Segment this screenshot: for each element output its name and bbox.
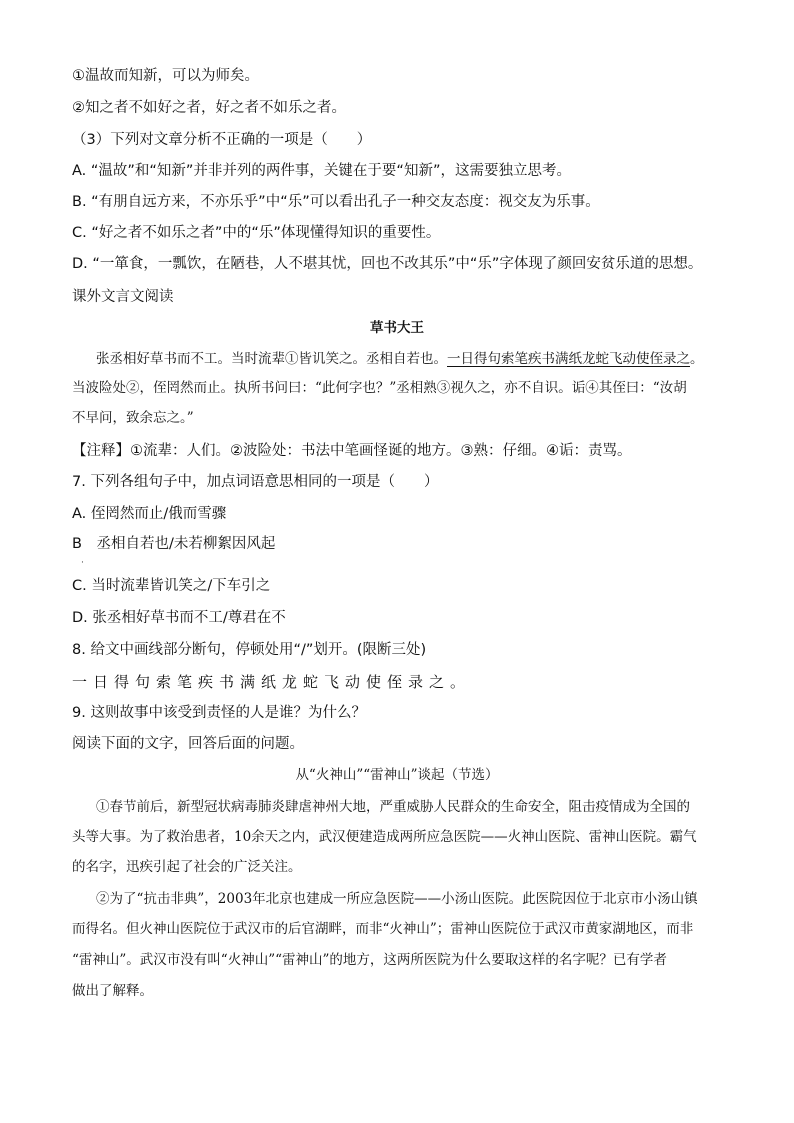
reading-intro: 阅读下面的文字，回答后面的问题。 bbox=[72, 736, 304, 752]
question-3-stem: （3）下列对文章分析不正确的一项是（ ） bbox=[72, 132, 372, 148]
passage-2-title: 从“火神山”“雷神山”谈起（节选） bbox=[295, 767, 499, 783]
question-3-option-b: B. “有朋自远方来，不亦乐乎”中“乐”可以看出孔子一种交友态度：视交友为乐事。 bbox=[72, 194, 600, 210]
question-3-option-d: D. “一箪食，一瓢饮，在陋巷，人不堪其忧，回也不改其乐”中“乐”字体现了颜回安贫乐道的思想。 bbox=[72, 256, 703, 272]
passage-2-p2-line-2: 而得名。但火神山医院位于武汉市的后官湖畔，而非“火神山”；雷神山医院位于武汉市黄家湖地区，而非 bbox=[72, 921, 694, 937]
question-3-option-a: A. “温故”和“知新”并非并列的两件事，关键在于要“知新”，这需要独立思考。 bbox=[72, 163, 571, 179]
question-7-option-b: B 丞相自若也/未若柳絮因风起 bbox=[72, 536, 276, 552]
question-9-stem: 9. 这则故事中该受到责怪的人是谁？为什么？ bbox=[72, 705, 366, 721]
passage-1-line-1-end: 。 bbox=[690, 351, 704, 367]
question-7-option-a: A. 侄罔然而止/俄而雪骤 bbox=[72, 506, 227, 522]
passage-2-p1-line-1: ①春节前后，新型冠状病毒肺炎肆虐神州大地，严重威胁人民群众的生命安全，阻击疫情成为全国的 bbox=[96, 799, 690, 815]
question-7-stem: 7. 下列各组句子中，加点词语意思相同的一项是（ ） bbox=[72, 474, 439, 490]
passage-1-line-1 bbox=[96, 349, 704, 369]
question-3-option-c: C. “好之者不如乐之者”中的“乐”体现懂得知识的重要性。 bbox=[72, 225, 441, 241]
passage-2-p2-line-4: 做出了解释。 bbox=[72, 983, 153, 999]
lunyu-line-1: ①温故而知新，可以为师矣。 bbox=[72, 68, 259, 84]
question-8-stem: 8. 给文中画线部分断句，停顿处用“/”划开。(限断三处) bbox=[72, 642, 427, 658]
lunyu-line-2: ②知之者不如好之者，好之者不如乐之者。 bbox=[72, 100, 346, 116]
question-8-sentence: 一日得句索笔疾书满纸龙蛇飞动使侄录之。 bbox=[72, 673, 472, 691]
section-heading: 课外文言文阅读 bbox=[72, 289, 174, 305]
passage-1-line-2: 当波险处②，侄罔然而止。执所书问曰：“此何字也？”丞相熟③视久之，亦不自识。诟④其侄曰：“汝胡 bbox=[72, 380, 687, 396]
underlined-sentence: 一日得句索笔疾书满纸龙蛇飞动使侄录之 bbox=[447, 351, 690, 367]
passage-2-p2-line-1: ②为了“抗击非典”，2003年北京也建成一所应急医院——小汤山医院。此医院因位于北京市小汤山镇 bbox=[96, 891, 698, 907]
emphasis-dot: · bbox=[81, 558, 84, 568]
passage-2-p2-line-3: “雷神山”。武汉市没有叫“火神山”“雷神山”的地方，这两所医院为什么要取这样的名字呢？已有学者 bbox=[72, 952, 667, 968]
question-7-option-d: D. 张丞相好草书而不工/尊君在不 bbox=[72, 610, 286, 626]
passage-1-title: 草书大王 bbox=[370, 320, 424, 336]
passage-1-notes: 【注释】①流辈：人们。②波险处：书法中笔画怪诞的地方。③熟：仔细。④诟：责骂。 bbox=[72, 443, 632, 459]
passage-2-p1-line-2: 头等大事。为了救治患者，10余天之内，武汉便建造成两所应急医院——火神山医院、雷神山医院。霸气 bbox=[72, 829, 697, 845]
question-7-option-c: C. 当时流辈皆讥笑之/下车引之 bbox=[72, 578, 271, 594]
passage-1-line-1-start: 张丞相好草书而不工。当时流辈①皆讥笑之。丞相自若也。 bbox=[96, 351, 447, 367]
passage-2-p1-line-3: 的名字，迅疾引起了社会的广泛关注。 bbox=[72, 859, 302, 875]
passage-1-line-3: 不早问，致余忘之。” bbox=[72, 410, 194, 426]
